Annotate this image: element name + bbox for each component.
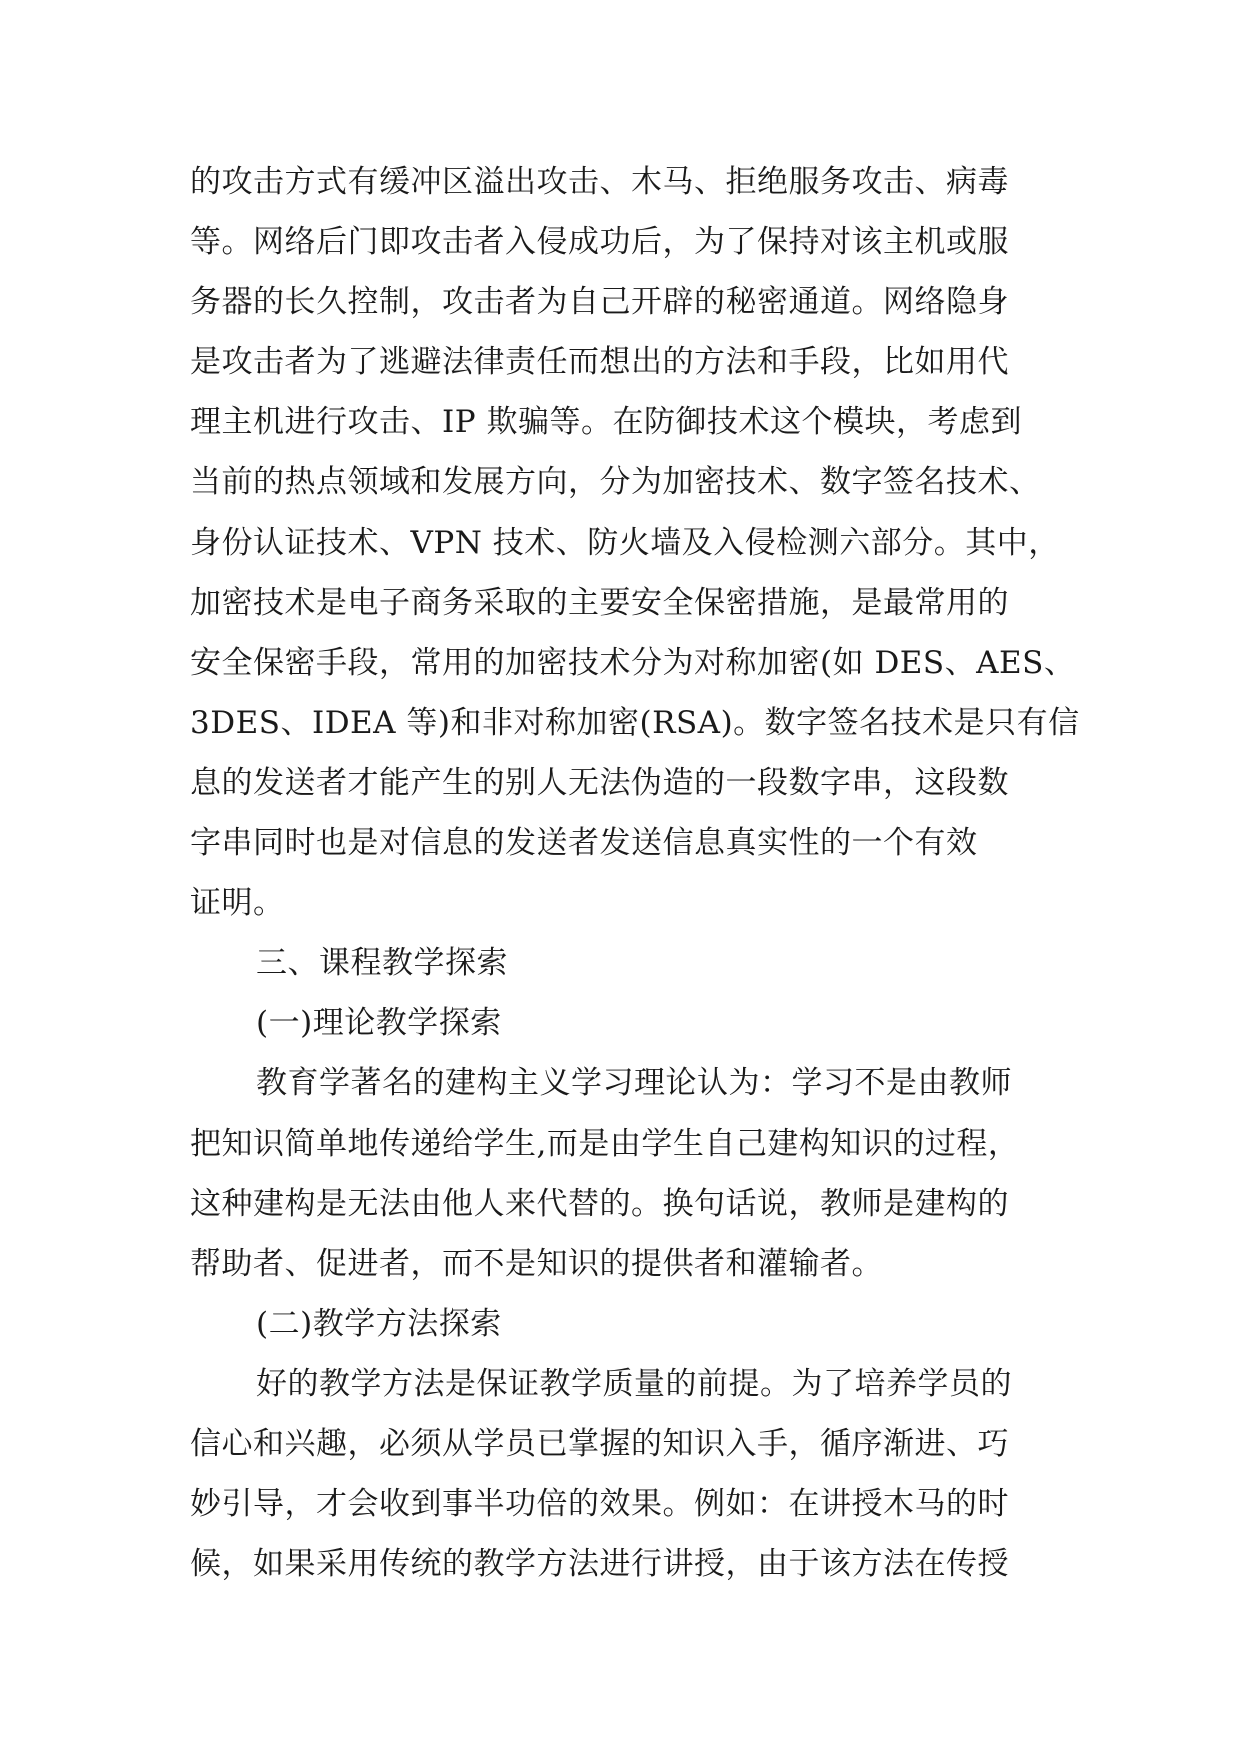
text-line: 信心和兴趣，必须从学员已掌握的知识入手，循序渐进、巧 <box>190 1425 1009 1462</box>
text-line: 安全保密手段，常用的加密技术分为对称加密(如 DES、AES、 <box>190 644 1076 681</box>
text-line: 候，如果采用传统的教学方法进行讲授，由于该方法在传授 <box>190 1546 1009 1583</box>
text-line: 帮助者、促进者，而不是知识的提供者和灌输者。 <box>190 1245 883 1282</box>
text-line: 是攻击者为了逃避法律责任而想出的方法和手段，比如用代 <box>190 344 1009 381</box>
subsection-heading: (一)理论教学探索 <box>256 1005 502 1042</box>
text-line: 3DES、IDEA 等)和非对称加密(RSA)。数字签名技术是只有信 <box>190 704 1080 741</box>
text-line: 等。网络后门即攻击者入侵成功后，为了保持对该主机或服 <box>190 224 1009 261</box>
text-line: 字串同时也是对信息的发送者发送信息真实性的一个有效 <box>190 825 978 862</box>
text-line: 当前的热点领域和发展方向，分为加密技术、数字签名技术、 <box>190 464 1041 501</box>
subsection-heading: (二)教学方法探索 <box>256 1305 502 1342</box>
text-line: 好的教学方法是保证教学质量的前提。为了培养学员的 <box>256 1365 1012 1402</box>
text-line: 这种建构是无法由他人来代替的。换句话说，教师是建构的 <box>190 1185 1009 1222</box>
text-line: 妙引导，才会收到事半功倍的效果。例如：在讲授木马的时 <box>190 1486 1009 1523</box>
text-line: 加密技术是电子商务采取的主要安全保密措施，是最常用的 <box>190 584 1009 621</box>
text-line: 的攻击方式有缓冲区溢出攻击、木马、拒绝服务攻击、病毒 <box>190 164 1009 200</box>
section-heading: 三、课程教学探索 <box>256 945 508 982</box>
document-body <box>190 152 1080 1594</box>
text-line: 证明。 <box>190 885 285 922</box>
text-line: 教育学著名的建构主义学习理论认为：学习不是由教师 <box>256 1065 1012 1102</box>
text-line: 务器的长久控制，攻击者为自己开辟的秘密通道。网络隐身 <box>190 284 1009 321</box>
text-line: 把知识简单地传递给学生,而是由学生自己建构知识的过程， <box>190 1125 1020 1162</box>
text-line: 身份认证技术、VPN 技术、防火墙及入侵检测六部分。其中， <box>190 524 1060 561</box>
text-line: 理主机进行攻击、IP 欺骗等。在防御技术这个模块，考虑到 <box>190 404 1022 441</box>
text-line: 息的发送者才能产生的别人无法伪造的一段数字串，这段数 <box>190 764 1009 801</box>
